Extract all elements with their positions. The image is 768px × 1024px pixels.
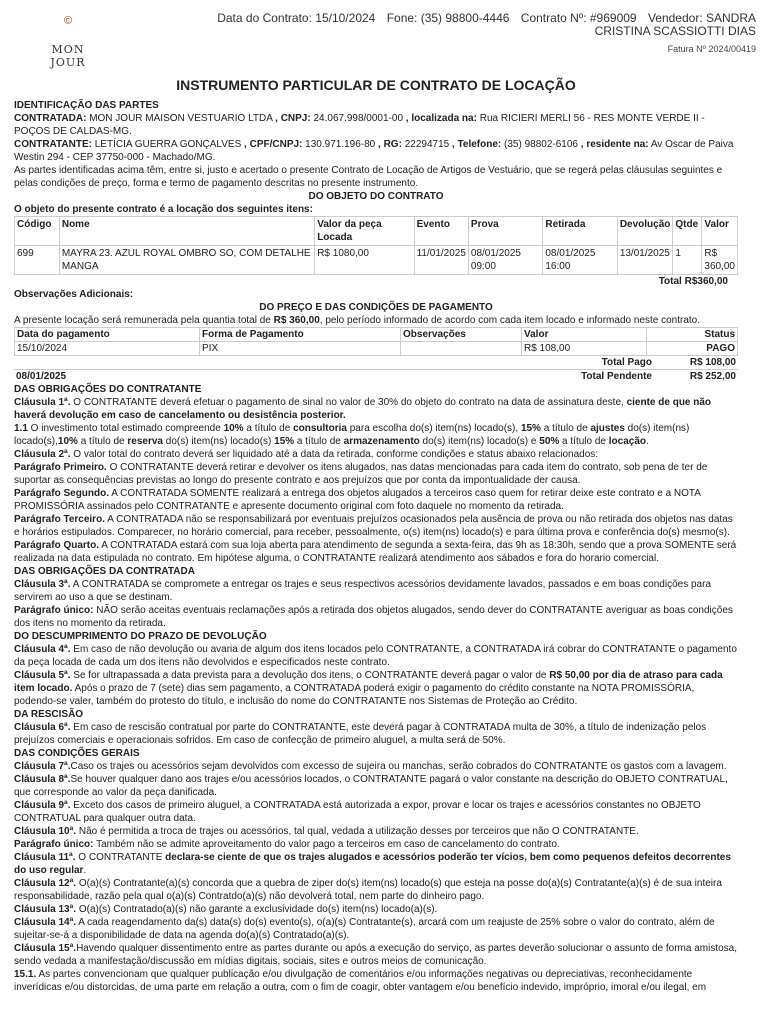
clause: 15.1. As partes convencionam que qualquer publicação e/ou divulgação de comentários e/ou informações negativas ou depreciativas, reconhecidamente inverídicas e/ou distorcidas, de uma parte em relação a outra, com o fim de coagir, obter vantagem e/ou benefício indevido, impróprio, imoral e/ou ilegal, em: [14, 969, 707, 993]
clause: Parágrafo único: Também não se admite aproveitamento do valor pago a terceiros em caso de cancelamento do contrato.: [14, 839, 560, 850]
col-header: Observações: [401, 328, 522, 342]
cell: 11/01/2025: [414, 246, 468, 275]
seller-name: Vendedor: SANDRA CRISTINA SCASSIOTTI DIAS: [594, 11, 756, 38]
clause: Parágrafo Segundo. A CONTRATADA SOMENTE realizará a entrega dos objetos alugados a terceiros caso quem for retirar deixe este contrato e a NOTA PROMISSÓRIA assinados pelo CONTRATANTE e apresente documento original com foto daquele no momento da retirada.: [14, 488, 701, 512]
clause: Cláusula 5ª. Se for ultrapassada a data prevista para a devolução dos itens, o CONTRATANTE deverá pagar o valor de R$ 50,00 por dia de atraso para cada item locado. Após o prazo de 7 (sete) dias sem pagamento, a CONTRATADA poderá exigir o pagamento do crédito constante na NOTA PROMISSÓRIA, podendo-se valer, também do protesto do título, e inclusão do nome do CONTRATANTE nos Sistemas de Proteção ao Crédito.: [14, 670, 723, 707]
table-row: [15, 342, 738, 356]
col-header: Valor da peça Locada: [315, 217, 414, 246]
col-header: Forma de Pagamento: [200, 328, 401, 342]
clause: Cláusula 1ª. O CONTRATANTE deverá efetuar o pagamento de sinal no valor de 30% do objeto do contrato na data de assinatura deste, ciente de que não haverá devolução em caso de cancelamento ou desistência posterior.: [14, 397, 712, 421]
total-paid-label: Total Pago: [601, 357, 652, 368]
clause: Cláusula 3ª. A CONTRATADA se compromete a entregar os trajes e seus respectivos acessórios devidamente lavados, passados e em boas condições para servirem ao uso a que se destinam.: [14, 579, 712, 603]
col-header: Retirada: [543, 217, 617, 246]
section-heading: DAS OBRIGAÇÕES DA CONTRATADA: [14, 566, 195, 577]
section-heading: DO PREÇO E DAS CONDIÇÕES DE PAGAMENTO: [259, 302, 493, 313]
clause: Cláusula 13ª. O(a)(s) Contratado(a)(s) não garante a exclusividade do(s) item(ns) locado(a)(s).: [14, 904, 438, 915]
store-phone: Fone: (35) 98800-4446: [386, 11, 510, 25]
section-heading: DAS OBRIGAÇÕES DO CONTRATANTE: [14, 384, 202, 395]
clause: Cláusula 7ª.Caso os trajes ou acessórios sejam devolvidos com excesso de sujeira ou manchas, serão cobrados do CONTRATANTE os gastos com a lavagem.: [14, 761, 727, 772]
cell: R$ 1080,00: [315, 246, 414, 275]
clause: Cláusula 12ª. O(a)(s) Contratante(a)(s) concorda que a quebra de ziper do(s) item(ns) locado(s) que esteja na posse do(a)(s) Contratante(a)(s) é de sua inteira responsabilidade, razão pela qual o(a)(s) Contratdo(a)(s) não devolverá total, nem parte do dinheiro pago.: [14, 878, 722, 902]
cell: 15/10/2024: [15, 342, 200, 356]
clause: Parágrafo Terceiro. A CONTRATADA não se responsabilizará por eventuais prejuízos ocasionados pela ausência de prova ou não retirada dos objetos nas datas e horários estipulados. Comparecer, no horário comercial, para receber, pessoalmente, o(s) item(ns) locado(s) e para última prova e conferência do(s) mesmo(s).: [14, 514, 733, 538]
col-header: Devolução: [617, 217, 673, 246]
section-heading: DO DESCUMPRIMENTO DO PRAZO DE DEVOLUÇÃO: [14, 631, 267, 642]
additional-notes: Observações Adicionais:: [14, 289, 134, 300]
cell: 13/01/2025: [617, 246, 673, 275]
cell: 08/01/2025 09:00: [468, 246, 542, 275]
table-row: [15, 246, 738, 275]
clause: Cláusula 4ª. Em caso de não devolução ou avaria de algum dos itens locados pelo CONTRATANTE, a CONTRATADA irá cobrar do CONTRATANTE o pagamento da peça locada de cada um dos itens não devolvidos e especificados neste contrato.: [14, 644, 737, 668]
items-table: [14, 216, 738, 275]
cell: 699: [15, 246, 60, 275]
cell: MAYRA 23. AZUL ROYAL OMBRO SO, COM DETALHE MANGA: [59, 246, 314, 275]
cell: 1: [673, 246, 702, 275]
clause: Cláusula 11ª. O CONTRATANTE declara-se ciente de que os trajes alugados e acessórios poderão ter vícios, bem como pequenos defeitos decorrentes do uso regular.: [14, 852, 731, 876]
section-heading: DO OBJETO DO CONTRATO: [308, 191, 444, 202]
col-header: Data do pagamento: [15, 328, 200, 342]
clause: Cláusula 2ª. O valor total do contrato deverá ser liquidado até a data da retirada, conforme condições e status abaixo relacionados:: [14, 449, 599, 460]
clause: Parágrafo Primeiro. O CONTRATANTE deverá retirar e devolver os itens alugados, nas datas mencionadas para cada item do contrato, sob pena de ter de suportar as consequências previstas ao longo do presente contrato e aos prejuízos que por conta da impontualidade der causa.: [14, 462, 708, 486]
cell: [401, 342, 522, 356]
col-header: Valor: [702, 217, 738, 246]
brand-logo: [38, 16, 98, 69]
cell: 08/01/2025 16:00: [543, 246, 617, 275]
section-heading: IDENTIFICAÇÃO DAS PARTES: [14, 100, 159, 111]
invoice-number: Fatura Nº 2024/00419: [667, 44, 756, 54]
clause: Cláusula 8ª.Se houver qualquer dano aos trajes e/ou acessórios locados, o CONTRATANTE pagará o valor constante na descrição do OBJETO CONTRATUAL, que corresponde ao valor da peça danificada.: [14, 774, 728, 798]
clause: Parágrafo único: NÃO serão aceitas eventuais reclamações após a retirada dos objetos alugados, sendo dever do CONTRATANTE averiguar as boas condições dos itens no momento da retirada.: [14, 605, 733, 629]
cell: PIX: [200, 342, 401, 356]
clause: Cláusula 15ª.Havendo qualquer dissentimento entre as partes durante ou após a execução do serviço, as partes deverão solucionar o assunto de forma amistosa, sendo vedada a manifestação/discussão em mídias digitais, sociais, sites e outros meios de comunicação.: [14, 943, 738, 967]
contract-date: Data do Contrato: 15/10/2024: [217, 11, 376, 25]
contract-header: [196, 12, 756, 38]
col-header: Status: [647, 328, 738, 342]
total-paid-value: R$ 108,00: [689, 357, 736, 368]
section-heading: DA RESCISÃO: [14, 709, 84, 720]
col-header: Código: [15, 217, 60, 246]
cell: R$ 360,00: [702, 246, 738, 275]
contract-number: Contrato Nº: #969009: [520, 11, 637, 25]
copyright-icon: ©: [63, 15, 73, 27]
document-title: INSTRUMENTO PARTICULAR DE CONTRATO DE LOCAÇÃO: [176, 77, 576, 93]
clause: 1.1 O investimento total estimado compreende 10% a título de consultoria para escolha do(s) item(ns) locado(s), 15% a título de ajustes do(s) item(ns) locado(s),10% a título de reserva do(s) item(ns) locado(s) 15% a título de armazenamento do(s) item(ns) locado(s) e 50% a título de locação.: [14, 423, 690, 447]
payments-table: [14, 327, 738, 356]
object-lead: O objeto do presente contrato é a locação dos seguintes itens:: [14, 204, 313, 215]
section-heading: DAS CONDIÇÕES GERAIS: [14, 748, 140, 759]
clause: Parágrafo Quarto. A CONTRATADA estará com sua loja aberta para atendimento de segunda a sexta-feira, das 9h as 18:30h, sendo que a prova SOMENTE será realizada na data estipulada no contrato. Em hipótese alguma, o CONTRATANTE realizará atendimento aos sábados e fora do horario comercial.: [14, 540, 737, 564]
clause: Cláusula 14ª. A cada reagendamento da(s) data(s) do(s) evento(s), o(a)(s) Contratante(s), arcará com um reajuste de 25% sobre o valor do contrato, além de sujeitar-se-á a disponibilidade de data na agenda do(a)(s) Contratado(a)(s).: [14, 917, 715, 941]
payment-totals: [14, 356, 738, 383]
col-header: Valor: [522, 328, 647, 342]
contratada-info: CONTRATADA: MON JOUR MAISON VESTUARIO LTDA , CNPJ: 24.067.998/0001-00 , localizada na: Rua RICIERI MERLI 56 - RES MONTE VERDE II - POÇOS DE CALDAS-MG.: [14, 113, 705, 137]
clause: Cláusula 9ª. Exceto dos casos de primeiro aluguel, a CONTRATADA está autorizada a expor, provar e locar os trajes e acessórios constantes no OBJETO CONTRATUAL para qualquer outra data.: [14, 800, 701, 824]
cell: R$ 108,00: [522, 342, 647, 356]
contract-body: [14, 77, 738, 994]
contratante-info: CONTRATANTE: LETÍCIA GUERRA GONÇALVES , CPF/CNPJ: 130.971.196-80 , RG: 22294715 , Telefone: (35) 98802-6106 , residente na: Av Oscar de Paiva Westin 294 - CEP 37750-000 - Machado/MG.: [14, 139, 734, 163]
status-badge: PAGO: [647, 342, 738, 356]
intro-paragraph: As partes identificadas acima têm, entre si, justo e acertado o presente Contrato de Locação de Artigos de Vestuário, que se regerá pelas cláusulas seguintes e pelas condições de preço, forma e termo de pagamento descritas no presente instrumento.: [14, 165, 723, 189]
total-pending-value: R$ 252,00: [689, 371, 736, 382]
due-date: 08/01/2025: [16, 371, 67, 382]
items-total: Total R$360,00: [658, 276, 728, 287]
price-paragraph: A presente locação será remunerada pela quantia total de R$ 360,00, pelo período informado de acordo com cada item locado e informado neste contrato.: [14, 315, 701, 326]
clause: Cláusula 10ª. Não é permitida a troca de trajes ou acessórios, tal qual, vedada a utilização desses por terceiros que não O CONTRATANTE.: [14, 826, 639, 837]
col-header: Prova: [468, 217, 542, 246]
col-header: Qtde: [673, 217, 702, 246]
logo-name: MON JOUR: [50, 43, 86, 69]
col-header: Evento: [414, 217, 468, 246]
total-pending-label: Total Pendente: [581, 371, 652, 382]
clause: Cláusula 6ª. Em caso de rescisão contratual por parte do CONTRATANTE, este deverá pagar à CONTRATADA multa de 30%, a título de indenização pelos prejuízos comerciais e operacionais sofridos. Em caso de confecção de primeiro aluguel, a multa será de 50%.: [14, 722, 707, 746]
col-header: Nome: [59, 217, 314, 246]
